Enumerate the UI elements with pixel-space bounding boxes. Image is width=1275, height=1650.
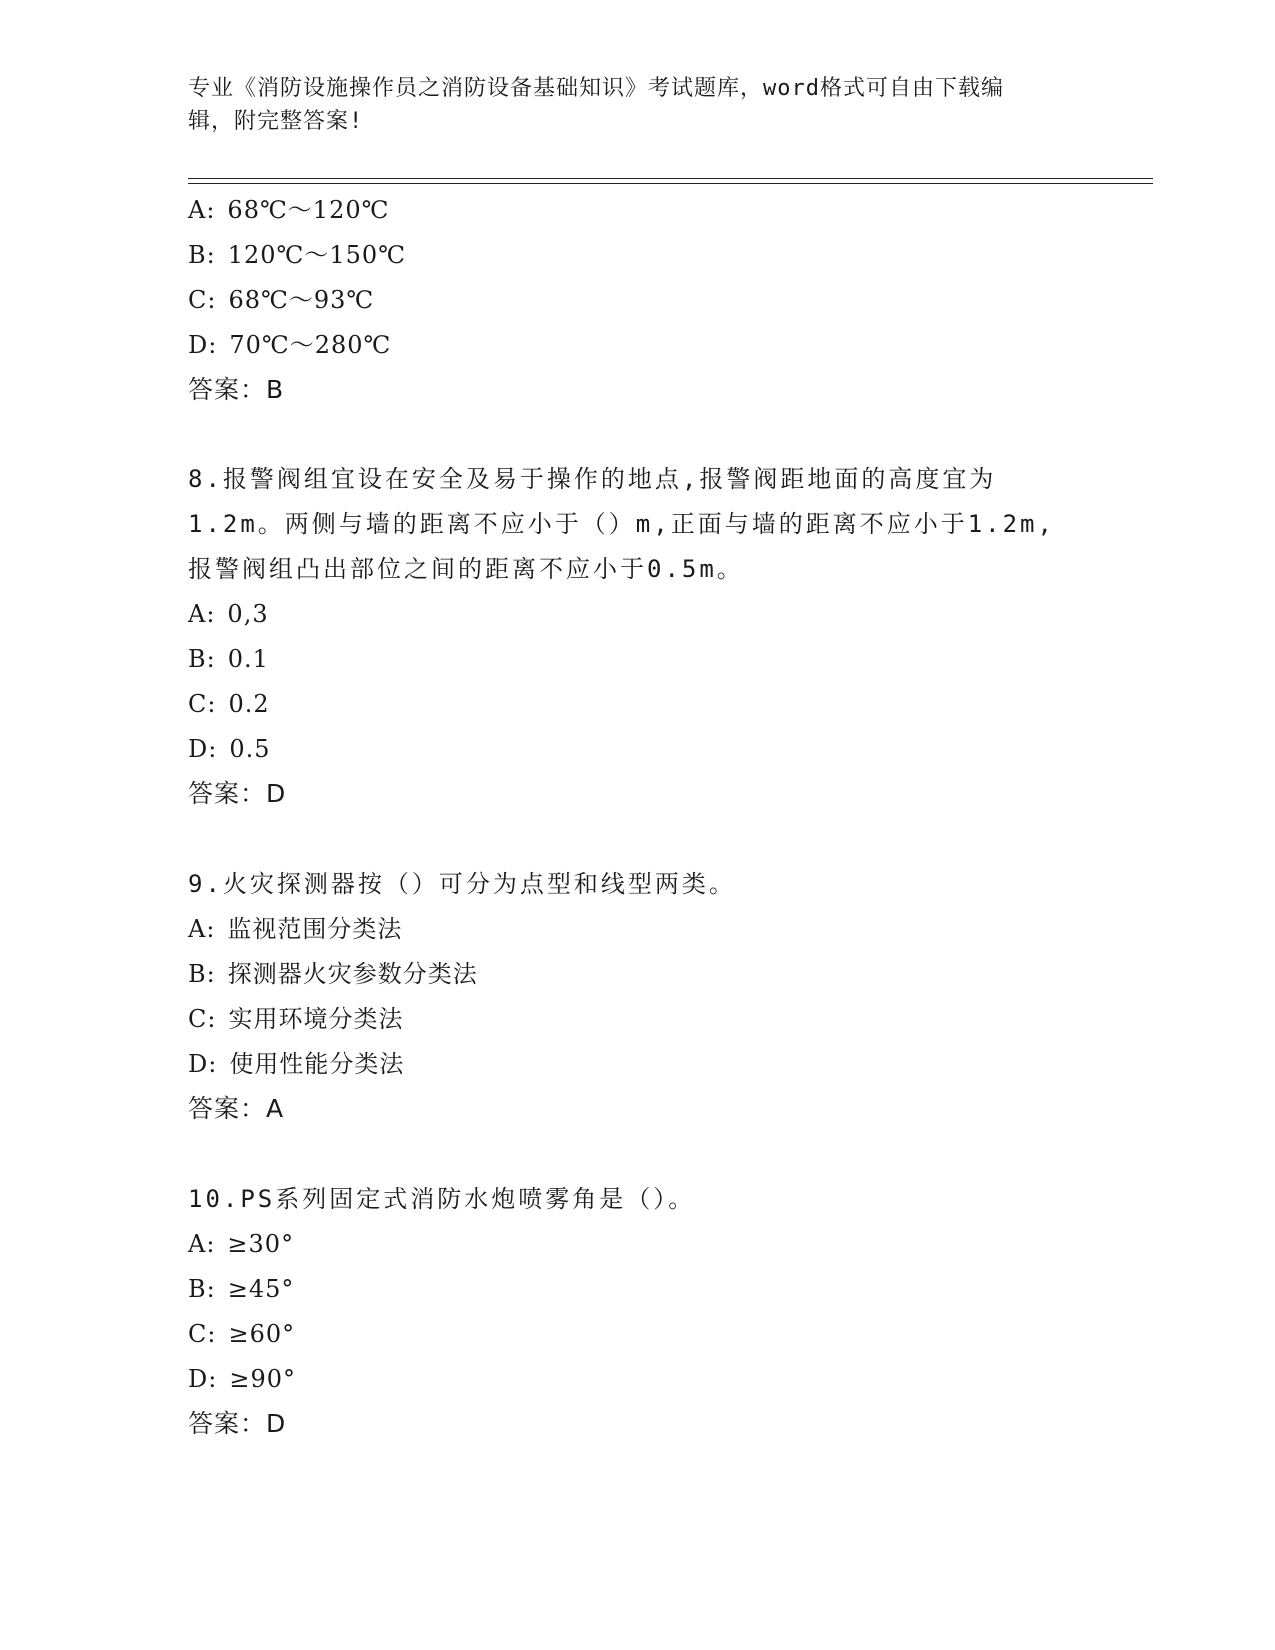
q10-option-d: D: ≥90° <box>188 1365 296 1393</box>
q8-option-b: B: 0.1 <box>188 645 269 673</box>
q9-stem-line-1: 9.火灾探测器按（）可分为点型和线型两类。 <box>188 870 736 898</box>
q7-answer: 答案：B <box>188 375 285 404</box>
q8-stem-line-1: 8.报警阀组宜设在安全及易于操作的地点,报警阀距地面的高度宜为 <box>188 465 997 493</box>
header-divider-top <box>188 178 1153 179</box>
q7-option-b: B: 120℃～150℃ <box>188 241 407 269</box>
document-header <box>188 72 1088 138</box>
q10-stem-line-1: 10.PS系列固定式消防水炮喷雾角是（）。 <box>188 1185 696 1213</box>
q9-option-c: C: 实用环境分类法 <box>188 1005 404 1033</box>
q10-option-c: C: ≥60° <box>188 1320 296 1348</box>
q9-option-a: A: 监视范围分类法 <box>188 915 403 943</box>
q8-stem-line-3: 报警阀组凸出部位之间的距离不应小于0.5m。 <box>188 555 744 583</box>
q10-option-b: B: ≥45° <box>188 1275 295 1303</box>
q9-option-d: D: 使用性能分类法 <box>188 1050 405 1078</box>
q8-stem-line-2: 1.2m。两侧与墙的距离不应小于（）m,正面与墙的距离不应小于1.2m, <box>188 510 1055 538</box>
q8-option-a: A: 0,3 <box>188 600 269 628</box>
q8-option-c: C: 0.2 <box>188 690 270 718</box>
q9-answer: 答案：A <box>188 1094 285 1123</box>
q8-answer: 答案：D <box>188 779 287 808</box>
header-line-2: 辑，附完整答案! <box>188 109 364 134</box>
header-divider-bottom <box>188 183 1153 184</box>
q9-option-b: B: 探测器火灾参数分类法 <box>188 960 478 988</box>
q10-answer: 答案：D <box>188 1409 287 1438</box>
q10-option-a: A: ≥30° <box>188 1230 295 1258</box>
q7-option-c: C: 68℃～93℃ <box>188 286 375 314</box>
q7-option-d: D: 70℃～280℃ <box>188 331 392 359</box>
q8-option-d: D: 0.5 <box>188 735 271 763</box>
header-line-1: 专业《消防设施操作员之消防设备基础知识》考试题库，word格式可自由下载编 <box>188 76 1004 101</box>
q7-option-a: A: 68℃～120℃ <box>188 196 390 224</box>
